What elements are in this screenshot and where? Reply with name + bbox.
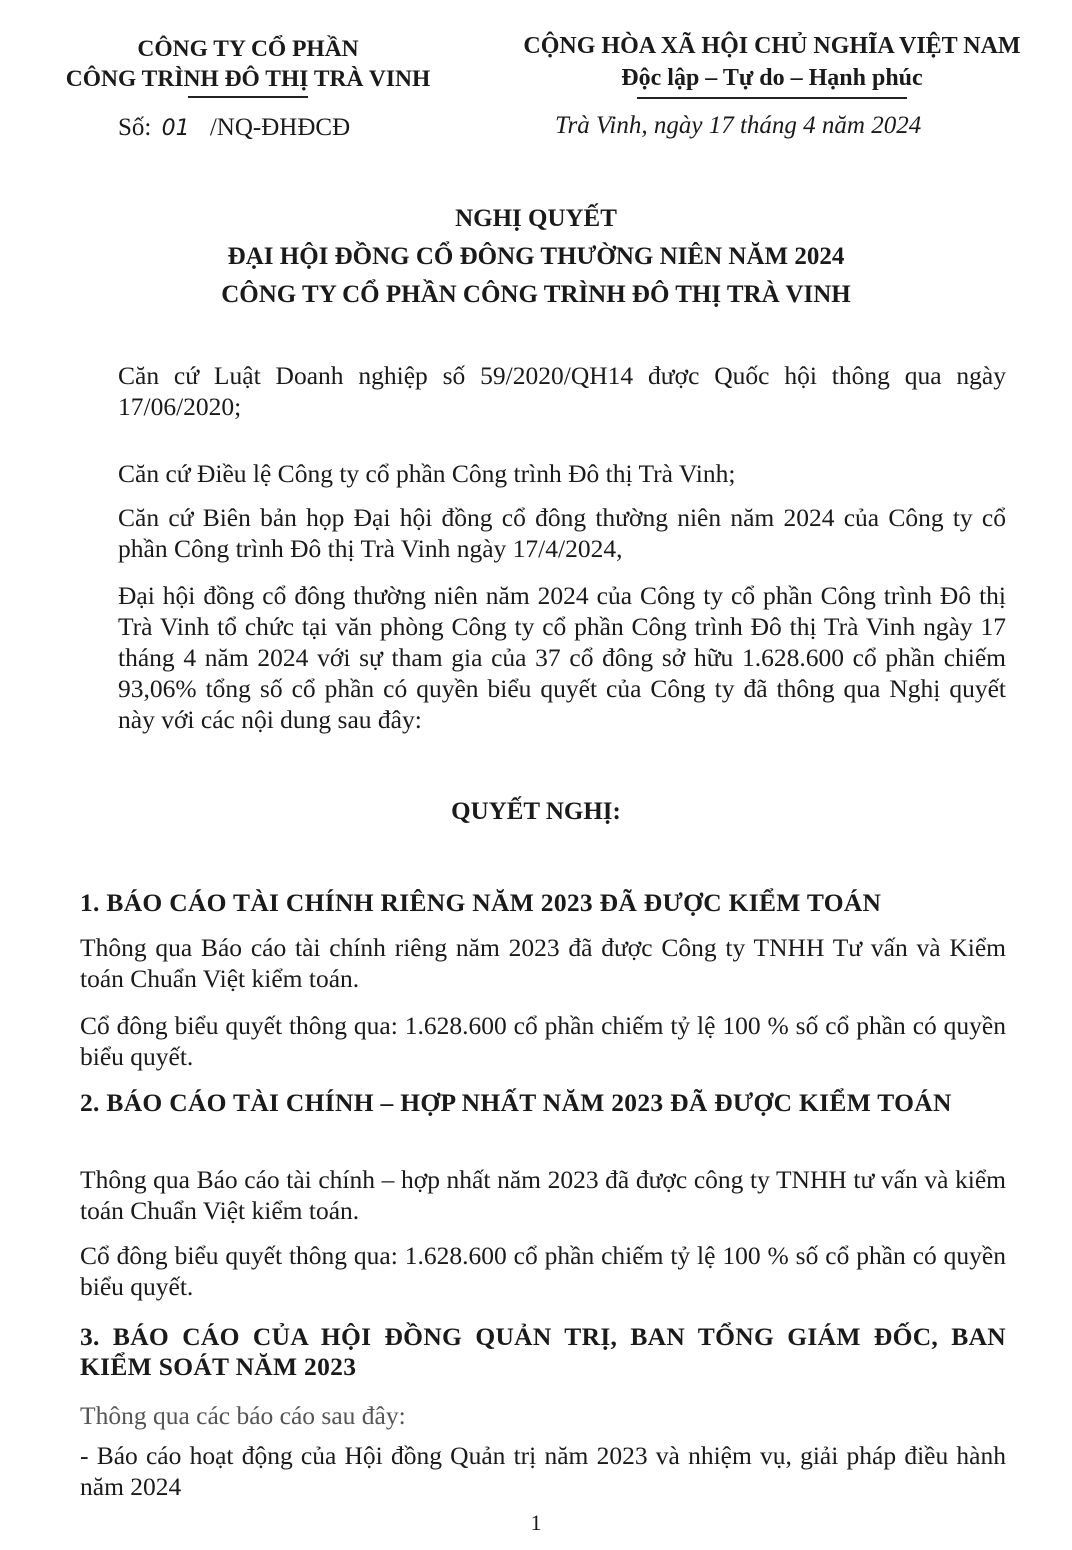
motto-underline: [637, 97, 907, 99]
title-line3: CÔNG TY CỔ PHẦN CÔNG TRÌNH ĐÔ THỊ TRÀ VINH: [221, 281, 851, 308]
section-body: Cổ đông biểu quyết thông qua: 1.628.600 cổ phần chiếm tỷ lệ 100 % số cổ phần có quyền biểu quyết.: [80, 1241, 1006, 1301]
section-heading: 2. BÁO CÁO TÀI CHÍNH – HỢP NHẤT NĂM 2023 ĐÃ ĐƯỢC KIỂM TOÁN: [80, 1088, 952, 1117]
document-date: Trà Vinh, ngày 17 tháng 4 năm 2024: [555, 112, 922, 139]
document-number-label: Số:: [118, 114, 152, 141]
document-number: [118, 114, 350, 142]
preamble-paragraph: Căn cứ Biên bản họp Đại hội đồng cổ đông thường niên năm 2024 của Công ty cổ phần Công trình Đô thị Trà Vinh ngày 17/4/2024,: [118, 503, 1006, 563]
section-heading: 3. BÁO CÁO CỦA HỘI ĐỒNG QUẢN TRỊ, BAN TỔNG GIÁM ĐỐC, BAN KIỂM SOÁT NĂM 2023: [80, 1322, 1006, 1381]
page-number: 1: [530, 1510, 542, 1535]
organization-header: [28, 34, 468, 98]
title-line1: NGHỊ QUYẾT: [455, 205, 617, 232]
country-name: CỘNG HÒA XÃ HỘI CHỦ NGHĨA VIỆT NAM: [523, 33, 1021, 59]
document-number-value: 01: [161, 116, 190, 141]
preamble-paragraph: Đại hội đồng cổ đông thường niên năm 2024 của Công ty cổ phần Công trình Đô thị Trà Vinh tổ chức tại văn phòng Công ty cổ phần Công trình Đô thị Trà Vinh ngày 17 tháng 4 năm 2024 với sự tham gia của 37 cổ đông sở hữu 1.628.600 cổ phần chiếm 93,06% tổng số cổ phần có quyền biểu quyết của Công ty đã thông qua Nghị quyết này với các nội dung sau đây:: [118, 581, 1006, 734]
national-header: [482, 30, 1062, 99]
resolution-heading: QUYẾT NGHỊ:: [451, 798, 621, 825]
org-name-line1: CÔNG TY CỔ PHẦN: [137, 36, 359, 62]
national-motto: Độc lập – Tự do – Hạnh phúc: [621, 65, 923, 91]
preamble-paragraph: Căn cứ Luật Doanh nghiệp số 59/2020/QH14 được Quốc hội thông qua ngày 17/06/2020;: [118, 361, 1006, 421]
section-body: Thông qua Báo cáo tài chính – hợp nhất năm 2023 đã được công ty TNHH tư vấn và kiểm toán Chuẩn Việt kiểm toán.: [80, 1165, 1006, 1225]
title-line2: ĐẠI HỘI ĐỒNG CỔ ĐÔNG THƯỜNG NIÊN NĂM 2024: [227, 243, 845, 270]
section-body: - Báo cáo hoạt động của Hội đồng Quản trị năm 2023 và nhiệm vụ, giải pháp điều hành năm 2024: [80, 1441, 1006, 1501]
section-body: Cổ đông biểu quyết thông qua: 1.628.600 cổ phần chiếm tỷ lệ 100 % số cổ phần có quyền biểu quyết.: [80, 1011, 1006, 1071]
section-body: Thông qua Báo cáo tài chính riêng năm 2023 đã được Công ty TNHH Tư vấn và Kiểm toán Chuẩn Việt kiểm toán.: [80, 933, 1006, 993]
section-body: Thông qua các báo cáo sau đây:: [80, 1401, 406, 1430]
org-underline: [188, 96, 308, 98]
section-heading: 1. BÁO CÁO TÀI CHÍNH RIÊNG NĂM 2023 ĐÃ ĐƯỢC KIỂM TOÁN: [80, 888, 882, 917]
preamble-paragraph: Căn cứ Điều lệ Công ty cổ phần Công trình Đô thị Trà Vinh;: [118, 459, 736, 488]
document-number-code: /NQ-ĐHĐCĐ: [209, 114, 351, 141]
document-title: [30, 200, 1042, 314]
org-name-line2: CÔNG TRÌNH ĐÔ THỊ TRÀ VINH: [65, 66, 431, 92]
